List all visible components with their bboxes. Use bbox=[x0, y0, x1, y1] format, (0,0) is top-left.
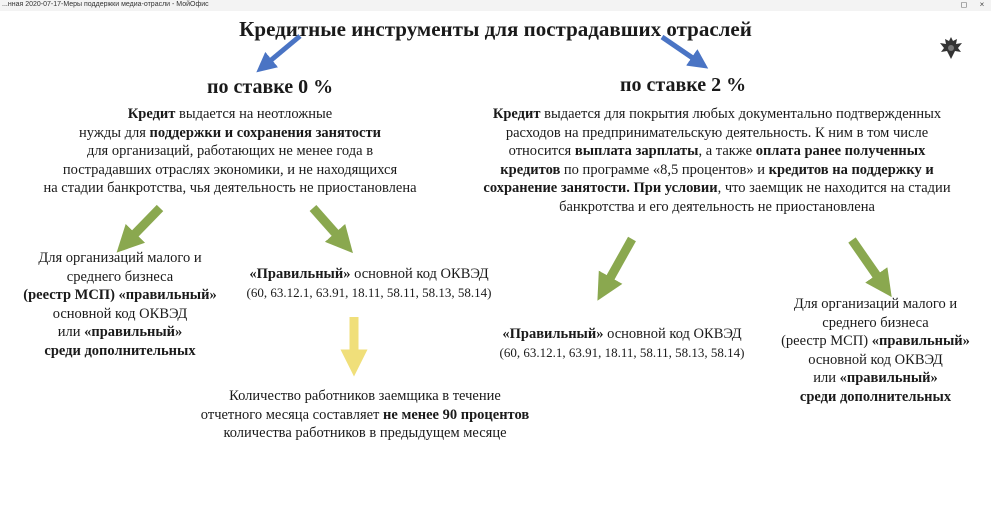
left-okved-block: «Правильный» основной код ОКВЭД (60, 63.12.1, 63.91, 18.11, 58.11, 58.13, 58.14) bbox=[246, 266, 492, 300]
slide-canvas bbox=[0, 11, 991, 510]
restore-icon[interactable]: ◻ bbox=[960, 0, 968, 9]
right-okved-block: «Правильный» основной код ОКВЭД (60, 63.12.1, 63.91, 18.11, 58.11, 58.13, 58.14) bbox=[499, 326, 745, 360]
green-arrow-left-2 bbox=[313, 208, 344, 243]
close-icon[interactable]: × bbox=[979, 0, 985, 9]
slide-title: Кредитные инструменты для пострадавших отраслей bbox=[239, 17, 752, 41]
green-arrow-right-2 bbox=[852, 240, 884, 286]
left-heading: по ставке 0 % bbox=[207, 76, 334, 98]
left-sme-block: Для организаций малого и среднего бизнеса (реестр МСП) «правильный» основной код ОКВЭД или «правильный» среди дополнительных bbox=[23, 250, 217, 359]
right-sme-block: Для организаций малого и среднего бизнеса (реестр МСП) «правильный» основной код ОКВЭД или «правильный» среди дополнительных bbox=[781, 296, 970, 405]
window-title: ...нная 2020-07-17-Меры поддержки медиа-отрасли - МойОфис bbox=[2, 1, 209, 8]
green-arrow-left-1 bbox=[126, 208, 160, 243]
left-description: Кредит выдается на неотложные нужды для поддержки и сохранения занятости для организаций, работающих не менее года в пострадавших отраслях экономики, и не находящихся на стадии банкротства, чья деятельность не приостановлена bbox=[43, 106, 417, 196]
double-headed-eagle-emblem-icon bbox=[936, 33, 966, 63]
green-arrow-right-1 bbox=[604, 239, 632, 289]
left-employees-block: Количество работников заемщика в течение отчетного месяца составляет не менее 90 процентов количества работников в предыдущем месяце bbox=[200, 388, 530, 441]
right-description: Кредит выдается для покрытия любых документально подтвержденных расходов на предпринимательскую деятельность. К ним в том числе относится выплата зарплаты, а также оплата ранее полученных кредитов по программе «8,5 процентов» и кредитов на поддержку и сохранение занятости. При условии, что заемщик не находится на стадии банкротства и его деятельность не приостановлена bbox=[483, 106, 951, 215]
right-heading: по ставке 2 % bbox=[620, 74, 747, 96]
